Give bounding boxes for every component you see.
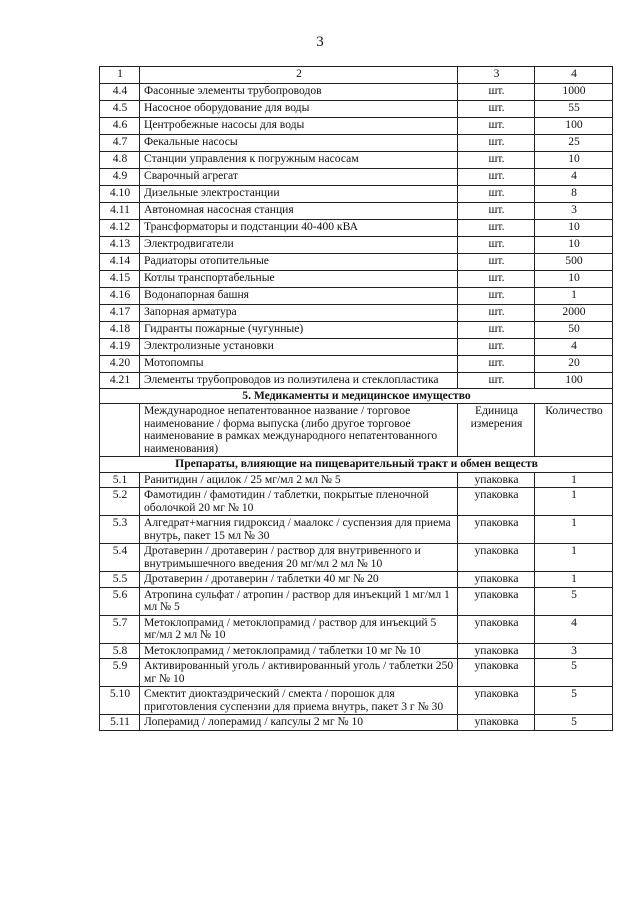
table-row: [100, 101, 613, 118]
column-numbers-row: [100, 67, 613, 84]
table-row: [100, 169, 613, 186]
row-number: 5.2: [100, 488, 140, 516]
item-unit: шт.: [458, 322, 535, 339]
item-quantity: 1: [535, 288, 613, 305]
item-unit: шт.: [458, 373, 535, 389]
item-quantity: 20: [535, 356, 613, 373]
row-number: 5.11: [100, 715, 140, 731]
column-header-unit: Единица измерения: [458, 404, 535, 457]
item-quantity: 55: [535, 101, 613, 118]
section-title: 5. Медикаменты и медицинское имущество: [100, 388, 613, 404]
table-row: [100, 118, 613, 135]
row-number: 4.16: [100, 288, 140, 305]
row-number: 4.20: [100, 356, 140, 373]
item-quantity: 100: [535, 373, 613, 389]
item-unit: упаковка: [458, 472, 535, 488]
item-name: Метоклопрамид / метоклопрамид / таблетки 10 мг № 10: [140, 643, 458, 659]
table-row: [100, 220, 613, 237]
table-row: [100, 615, 613, 643]
item-quantity: 5: [535, 659, 613, 687]
item-unit: шт.: [458, 118, 535, 135]
item-unit: шт.: [458, 220, 535, 237]
item-unit: шт.: [458, 271, 535, 288]
row-number: 4.17: [100, 305, 140, 322]
item-name: Смектит диоктаэдрический / смекта / порошок для приготовления суспензии для приема внутрь, пакет 3 г № 30: [140, 687, 458, 715]
item-unit: упаковка: [458, 572, 535, 588]
item-quantity: 1: [535, 544, 613, 572]
row-number: 4.5: [100, 101, 140, 118]
row-number: 5.1: [100, 472, 140, 488]
item-unit: упаковка: [458, 643, 535, 659]
item-name: Фекальные насосы: [140, 135, 458, 152]
item-unit: шт.: [458, 254, 535, 271]
item-name: Водонапорная башня: [140, 288, 458, 305]
table-row: [100, 135, 613, 152]
table-row: [100, 152, 613, 169]
row-number: 4.14: [100, 254, 140, 271]
subsection-title-row: [100, 457, 613, 473]
table-row: [100, 587, 613, 615]
item-unit: упаковка: [458, 715, 535, 731]
item-name: Насосное оборудование для воды: [140, 101, 458, 118]
items-table: [99, 66, 613, 731]
item-quantity: 1: [535, 488, 613, 516]
item-quantity: 100: [535, 118, 613, 135]
row-number: 5.9: [100, 659, 140, 687]
item-name: Дротаверин / дротаверин / таблетки 40 мг № 20: [140, 572, 458, 588]
row-number: 5.10: [100, 687, 140, 715]
table-row: [100, 659, 613, 687]
row-number: 4.15: [100, 271, 140, 288]
row-number: 5.5: [100, 572, 140, 588]
item-quantity: 2000: [535, 305, 613, 322]
item-quantity: 8: [535, 186, 613, 203]
row-number: 5.6: [100, 587, 140, 615]
row-number: 4.21: [100, 373, 140, 389]
item-name: Центробежные насосы для воды: [140, 118, 458, 135]
item-name: Радиаторы отопительные: [140, 254, 458, 271]
item-quantity: 10: [535, 220, 613, 237]
item-name: Электродвигатели: [140, 237, 458, 254]
column-header-row: [100, 404, 613, 457]
row-number: 4.4: [100, 84, 140, 101]
item-name: Электролизные установки: [140, 339, 458, 356]
item-unit: шт.: [458, 135, 535, 152]
item-quantity: 10: [535, 271, 613, 288]
row-number: 5.3: [100, 516, 140, 544]
row-number: 4.7: [100, 135, 140, 152]
item-quantity: 4: [535, 169, 613, 186]
item-unit: шт.: [458, 237, 535, 254]
column-number: 4: [535, 67, 613, 84]
item-unit: шт.: [458, 186, 535, 203]
item-quantity: 5: [535, 687, 613, 715]
table-row: [100, 271, 613, 288]
row-number: 4.9: [100, 169, 140, 186]
row-number: 4.18: [100, 322, 140, 339]
table-row: [100, 572, 613, 588]
item-unit: шт.: [458, 288, 535, 305]
item-quantity: 1: [535, 572, 613, 588]
table-row: [100, 516, 613, 544]
table-row: [100, 488, 613, 516]
table-row: [100, 237, 613, 254]
item-unit: шт.: [458, 101, 535, 118]
column-number: 3: [458, 67, 535, 84]
table-row: [100, 687, 613, 715]
item-unit: упаковка: [458, 488, 535, 516]
row-number: 5.4: [100, 544, 140, 572]
item-name: Дизельные электростанции: [140, 186, 458, 203]
item-quantity: 5: [535, 587, 613, 615]
item-name: Запорная арматура: [140, 305, 458, 322]
item-unit: упаковка: [458, 615, 535, 643]
column-header-name: Международное непатентованное название / торговое наименование / форма выпуска (либо другое торговое наименование в рамках международного непатентованного наименования): [140, 404, 458, 457]
item-unit: шт.: [458, 203, 535, 220]
item-quantity: 25: [535, 135, 613, 152]
table-row: [100, 203, 613, 220]
row-number: 4.6: [100, 118, 140, 135]
item-name: Фасонные элементы трубопроводов: [140, 84, 458, 101]
item-quantity: 3: [535, 643, 613, 659]
page-number: 3: [316, 34, 324, 50]
item-unit: упаковка: [458, 587, 535, 615]
item-quantity: 5: [535, 715, 613, 731]
table-row: [100, 339, 613, 356]
item-name: Автономная насосная станция: [140, 203, 458, 220]
item-quantity: 4: [535, 339, 613, 356]
item-name: Лоперамид / лоперамид / капсулы 2 мг № 10: [140, 715, 458, 731]
item-name: Атропина сульфат / атропин / раствор для инъекций 1 мг/мл 1 мл № 5: [140, 587, 458, 615]
section-title-row: [100, 388, 613, 404]
table-row: [100, 288, 613, 305]
item-unit: шт.: [458, 339, 535, 356]
subsection-title: Препараты, влияющие на пищеварительный тракт и обмен веществ: [100, 457, 613, 473]
item-name: Дротаверин / дротаверин / раствор для внутривенного и внутримышечного введения 20 мг/мл 2 мл № 10: [140, 544, 458, 572]
item-name: Станции управления к погружным насосам: [140, 152, 458, 169]
item-unit: упаковка: [458, 687, 535, 715]
row-number: 4.8: [100, 152, 140, 169]
row-number: 4.19: [100, 339, 140, 356]
table-row: [100, 472, 613, 488]
table-row: [100, 186, 613, 203]
row-number: 4.11: [100, 203, 140, 220]
item-name: Сварочный агрегат: [140, 169, 458, 186]
item-quantity: 1000: [535, 84, 613, 101]
item-name: Активированный уголь / активированный уголь / таблетки 250 мг № 10: [140, 659, 458, 687]
table-row: [100, 643, 613, 659]
table-row: [100, 544, 613, 572]
item-unit: упаковка: [458, 659, 535, 687]
item-quantity: 10: [535, 237, 613, 254]
item-name: Фамотидин / фамотидин / таблетки, покрытые пленочной оболочкой 20 мг № 10: [140, 488, 458, 516]
table-row: [100, 373, 613, 389]
row-number: 5.7: [100, 615, 140, 643]
item-name: Гидранты пожарные (чугунные): [140, 322, 458, 339]
column-number: 2: [140, 67, 458, 84]
item-unit: упаковка: [458, 516, 535, 544]
item-name: Мотопомпы: [140, 356, 458, 373]
table-row: [100, 84, 613, 101]
item-name: Котлы транспортабельные: [140, 271, 458, 288]
column-header-quantity: Количество: [535, 404, 613, 457]
table-row: [100, 254, 613, 271]
item-name: Ранитидин / ацилок / 25 мг/мл 2 мл № 5: [140, 472, 458, 488]
table-row: [100, 322, 613, 339]
item-quantity: 10: [535, 152, 613, 169]
item-unit: шт.: [458, 305, 535, 322]
row-number: 5.8: [100, 643, 140, 659]
item-name: Алгедрат+магния гидроксид / маалокс / суспензия для приема внутрь, пакет 15 мл № 30: [140, 516, 458, 544]
table-row: [100, 715, 613, 731]
column-header-empty: [100, 404, 140, 457]
row-number: 4.13: [100, 237, 140, 254]
item-name: Метоклопрамид / метоклопрамид / раствор для инъекций 5 мг/мл 2 мл № 10: [140, 615, 458, 643]
item-quantity: 1: [535, 516, 613, 544]
item-unit: шт.: [458, 152, 535, 169]
table-row: [100, 356, 613, 373]
item-unit: шт.: [458, 356, 535, 373]
item-unit: упаковка: [458, 544, 535, 572]
item-quantity: 3: [535, 203, 613, 220]
item-unit: шт.: [458, 84, 535, 101]
item-name: Элементы трубопроводов из полиэтилена и стеклопластика: [140, 373, 458, 389]
item-quantity: 1: [535, 472, 613, 488]
row-number: 4.12: [100, 220, 140, 237]
item-quantity: 50: [535, 322, 613, 339]
column-number: 1: [100, 67, 140, 84]
item-quantity: 4: [535, 615, 613, 643]
item-quantity: 500: [535, 254, 613, 271]
row-number: 4.10: [100, 186, 140, 203]
item-name: Трансформаторы и подстанции 40-400 кВА: [140, 220, 458, 237]
table-row: [100, 305, 613, 322]
item-unit: шт.: [458, 169, 535, 186]
